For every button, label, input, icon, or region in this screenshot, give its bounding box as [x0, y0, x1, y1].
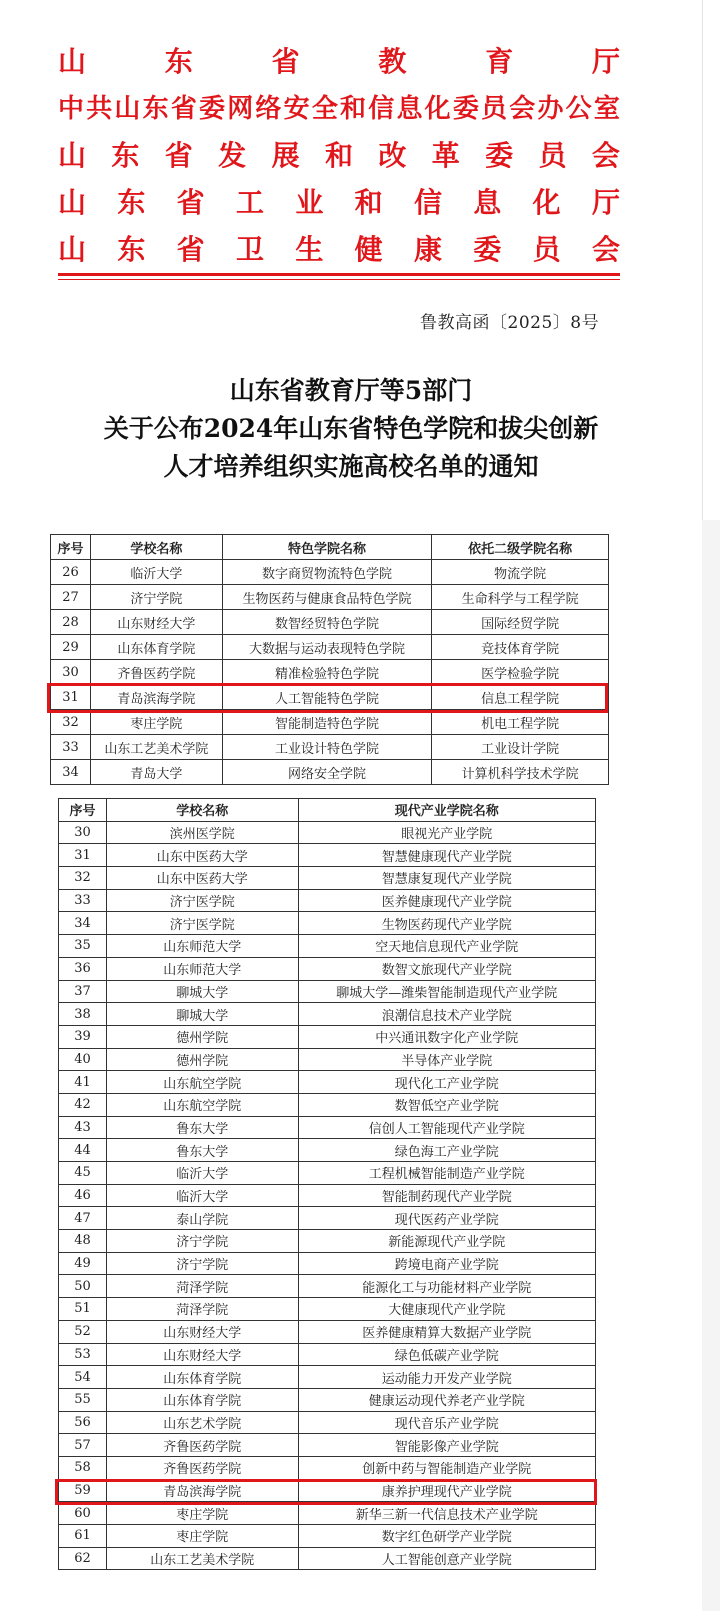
- table-cell: 生命科学与工程学院: [432, 585, 609, 610]
- org-char: 委: [473, 232, 502, 266]
- table-cell: 聊城大学—潍柴智能制造现代产业学院: [298, 980, 595, 1003]
- org-char: 省: [164, 138, 193, 172]
- org-char: 发: [218, 138, 247, 172]
- table-row: [59, 1184, 596, 1207]
- table-cell: 43: [59, 1116, 107, 1139]
- table-cell: 山东工艺美术学院: [106, 1547, 298, 1570]
- title-line-3: 人才培养组织实施高校名单的通知: [163, 452, 539, 481]
- org-char: 卫: [235, 232, 264, 266]
- org-char: 络: [255, 94, 282, 124]
- org-line-3: [58, 130, 620, 177]
- table-cell: 鲁东大学: [106, 1139, 298, 1162]
- table-row: [59, 867, 596, 890]
- table-cell: 临沂大学: [106, 1184, 298, 1207]
- document-title: [0, 372, 702, 486]
- org-char: 全: [311, 94, 338, 124]
- org-char: 厅: [591, 44, 620, 78]
- table-cell: 数智文旅现代产业学院: [298, 957, 595, 980]
- table-cell: 信息工程学院: [432, 685, 609, 710]
- table-cell: 33: [59, 889, 107, 912]
- table-cell: 中兴通讯数字化产业学院: [298, 1025, 595, 1048]
- table-cell: 29: [51, 635, 91, 660]
- org-char: 厅: [591, 185, 620, 219]
- page-edge: [702, 0, 720, 1611]
- table-cell: 山东航空学院: [106, 1093, 298, 1116]
- table-cell: 齐鲁医药学院: [106, 1456, 298, 1479]
- table-cell: 59: [59, 1479, 107, 1502]
- org-char: 信: [413, 185, 442, 219]
- org-char: 东: [142, 94, 169, 124]
- highlight-box-row-31: [47, 683, 608, 713]
- table-cell: 国际经贸学院: [432, 610, 609, 635]
- table-cell: 山东中医药大学: [106, 867, 298, 890]
- table-cell: 鲁东大学: [106, 1116, 298, 1139]
- table-cell: 半导体产业学院: [298, 1048, 595, 1071]
- table-row: [59, 912, 596, 935]
- table-row: [59, 821, 596, 844]
- org-line-1: [58, 36, 620, 83]
- org-char: 室: [593, 94, 620, 124]
- column-header: 学校名称: [106, 799, 298, 822]
- table-row: [59, 1252, 596, 1275]
- table-row: [59, 1434, 596, 1457]
- org-char: 员: [532, 232, 561, 266]
- table-cell: 智慧健康现代产业学院: [298, 844, 595, 867]
- org-char: 息: [473, 185, 502, 219]
- table-cell: 34: [59, 912, 107, 935]
- table-header-row: [51, 535, 609, 560]
- table-cell: 计算机科学技术学院: [432, 760, 609, 785]
- org-char: 山: [58, 185, 87, 219]
- table-cell: 济宁学院: [106, 1252, 298, 1275]
- column-header: 依托二级学院名称: [432, 535, 609, 560]
- table-cell: 56: [59, 1411, 107, 1434]
- table-cell: 山东财经大学: [90, 610, 222, 635]
- table-cell: 临沂大学: [106, 1162, 298, 1185]
- table-cell: 山东师范大学: [106, 935, 298, 958]
- table-cell: 30: [59, 821, 107, 844]
- table-cell: 大健康现代产业学院: [298, 1298, 595, 1321]
- table-cell: 55: [59, 1388, 107, 1411]
- table-cell: 山东体育学院: [90, 635, 222, 660]
- table-cell: 数智低空产业学院: [298, 1093, 595, 1116]
- table-cell: 山东航空学院: [106, 1071, 298, 1094]
- table-row: [59, 1116, 596, 1139]
- org-char: 息: [396, 94, 423, 124]
- org-char: 省: [271, 44, 300, 78]
- table-header-row: [59, 799, 596, 822]
- table-row: [59, 957, 596, 980]
- org-char: 东: [111, 138, 140, 172]
- table-cell: 生物医药现代产业学院: [298, 912, 595, 935]
- table-cell: 青岛大学: [90, 760, 222, 785]
- table-cell: 智能制造特色学院: [222, 710, 432, 735]
- table-cell: 能源化工与功能材料产业学院: [298, 1275, 595, 1298]
- table-cell: 山东财经大学: [106, 1343, 298, 1366]
- table-cell: 46: [59, 1184, 107, 1207]
- table-row: [59, 1048, 596, 1071]
- org-char: 教: [378, 44, 407, 78]
- org-char: 员: [538, 138, 567, 172]
- table-cell: 数字商贸物流特色学院: [222, 560, 432, 585]
- org-char: 康: [413, 232, 442, 266]
- table-cell: 53: [59, 1343, 107, 1366]
- org-char: 中: [58, 94, 85, 124]
- table-cell: 61: [59, 1525, 107, 1548]
- document-number: 鲁教高函〔2025〕8号: [420, 313, 600, 333]
- table-row: [51, 735, 609, 760]
- table-cell: 机电工程学院: [432, 710, 609, 735]
- table-cell: 济宁医学院: [106, 912, 298, 935]
- table-cell: 58: [59, 1456, 107, 1479]
- table-cell: 34: [51, 760, 91, 785]
- table-row: [59, 1003, 596, 1026]
- table-row: [59, 1093, 596, 1116]
- table-row: [51, 635, 609, 660]
- table-row: [59, 889, 596, 912]
- org-char: 办: [537, 94, 564, 124]
- table-cell: 山东体育学院: [106, 1388, 298, 1411]
- table-cell: 35: [59, 935, 107, 958]
- table-cell: 人工智能创意产业学院: [298, 1547, 595, 1570]
- org-line-4: [58, 177, 620, 224]
- table-cell: 38: [59, 1003, 107, 1026]
- table-cell: 山东艺术学院: [106, 1411, 298, 1434]
- org-char: 会: [591, 232, 620, 266]
- table-cell: 32: [51, 710, 91, 735]
- table-cell: 44: [59, 1139, 107, 1162]
- table-cell: 滨州医学院: [106, 821, 298, 844]
- org-char: 信: [368, 94, 395, 124]
- table-cell: 青岛滨海学院: [106, 1479, 298, 1502]
- table-cell: 济宁医学院: [106, 889, 298, 912]
- table-cell: 山东师范大学: [106, 957, 298, 980]
- org-char: 山: [114, 94, 141, 124]
- table-cell: 工业设计特色学院: [222, 735, 432, 760]
- table-cell: 齐鲁医药学院: [106, 1434, 298, 1457]
- org-char: 展: [271, 138, 300, 172]
- table-cell: 青岛滨海学院: [90, 685, 222, 710]
- table-cell: 27: [51, 585, 91, 610]
- org-char: 委: [485, 138, 514, 172]
- table-cell: 齐鲁医药学院: [90, 660, 222, 685]
- table-cell: 工业设计学院: [432, 735, 609, 760]
- table-row: [59, 980, 596, 1003]
- table-cell: 网络安全学院: [222, 760, 432, 785]
- org-line-2: [58, 83, 620, 130]
- table-cell: 33: [51, 735, 91, 760]
- column-header: 学校名称: [90, 535, 222, 560]
- table-cell: 大数据与运动表现特色学院: [222, 635, 432, 660]
- org-char: 和: [354, 185, 383, 219]
- column-header: 序号: [51, 535, 91, 560]
- table-cell: 聊城大学: [106, 980, 298, 1003]
- org-char: 工: [235, 185, 264, 219]
- table-cell: 31: [59, 844, 107, 867]
- org-char: 省: [170, 94, 197, 124]
- table-cell: 49: [59, 1252, 107, 1275]
- feature-college-table: [50, 534, 609, 785]
- table-row: [59, 1547, 596, 1570]
- red-divider-thin: [58, 279, 620, 280]
- table-cell: 枣庄学院: [90, 710, 222, 735]
- table-cell: 绿色海工产业学院: [298, 1139, 595, 1162]
- table-cell: 现代医药产业学院: [298, 1207, 595, 1230]
- table-cell: 智能制药现代产业学院: [298, 1184, 595, 1207]
- table-cell: 竞技体育学院: [432, 635, 609, 660]
- table-cell: 现代音乐产业学院: [298, 1411, 595, 1434]
- table-row: [59, 935, 596, 958]
- org-char: 生: [295, 232, 324, 266]
- table-cell: 山东财经大学: [106, 1320, 298, 1343]
- column-header: 序号: [59, 799, 107, 822]
- industry-college-table: [58, 798, 596, 1570]
- table-row: [59, 1025, 596, 1048]
- table-cell: 菏泽学院: [106, 1298, 298, 1321]
- table-cell: 运动能力开发产业学院: [298, 1366, 595, 1389]
- table-cell: 40: [59, 1048, 107, 1071]
- org-char: 公: [565, 94, 592, 124]
- table-cell: 30: [51, 660, 91, 685]
- table-row: [59, 1071, 596, 1094]
- table-cell: 31: [51, 685, 91, 710]
- table-cell: 36: [59, 957, 107, 980]
- table-cell: 智慧康复现代产业学院: [298, 867, 595, 890]
- org-char: 和: [324, 138, 353, 172]
- table-cell: 51: [59, 1298, 107, 1321]
- column-header: 现代产业学院名称: [298, 799, 595, 822]
- org-char: 化: [532, 185, 561, 219]
- table-row: [59, 1230, 596, 1253]
- table-row: [59, 1298, 596, 1321]
- table-row: [59, 1207, 596, 1230]
- table-row: [59, 844, 596, 867]
- org-char: 东: [164, 44, 193, 78]
- issuing-organizations: [58, 36, 620, 271]
- table-row: [51, 610, 609, 635]
- table-cell: 山东工艺美术学院: [90, 735, 222, 760]
- table-cell: 医养健康精算大数据产业学院: [298, 1320, 595, 1343]
- org-char: 会: [509, 94, 536, 124]
- table-cell: 医学检验学院: [432, 660, 609, 685]
- table-row: [59, 1343, 596, 1366]
- org-char: 改: [378, 138, 407, 172]
- table-cell: 空天地信息现代产业学院: [298, 935, 595, 958]
- table-row: [59, 1525, 596, 1548]
- table-cell: 菏泽学院: [106, 1275, 298, 1298]
- table-cell: 48: [59, 1230, 107, 1253]
- table-cell: 济宁学院: [106, 1230, 298, 1253]
- table-cell: 泰山学院: [106, 1207, 298, 1230]
- table-cell: 跨境电商产业学院: [298, 1252, 595, 1275]
- org-char: 会: [591, 138, 620, 172]
- org-char: 山: [58, 44, 87, 78]
- column-header: 特色学院名称: [222, 535, 432, 560]
- table-cell: 28: [51, 610, 91, 635]
- table-cell: 创新中药与智能制造产业学院: [298, 1456, 595, 1479]
- org-char: 东: [117, 232, 146, 266]
- table-row: [59, 1275, 596, 1298]
- table-cell: 37: [59, 980, 107, 1003]
- table-row: [51, 760, 609, 785]
- org-char: 山: [58, 232, 87, 266]
- table-cell: 健康运动现代养老产业学院: [298, 1388, 595, 1411]
- table-row: [51, 585, 609, 610]
- title-line-2: 关于公布2024年山东省特色学院和拔尖创新: [103, 414, 599, 443]
- table-row: [59, 1162, 596, 1185]
- table-cell: 聊城大学: [106, 1003, 298, 1026]
- org-char: 东: [117, 185, 146, 219]
- table-cell: 眼视光产业学院: [298, 821, 595, 844]
- table-cell: 41: [59, 1071, 107, 1094]
- table-row: [59, 1320, 596, 1343]
- table-cell: 信创人工智能现代产业学院: [298, 1116, 595, 1139]
- table-row: [51, 710, 609, 735]
- table-cell: 26: [51, 560, 91, 585]
- table-cell: 现代化工产业学院: [298, 1071, 595, 1094]
- org-char: 共: [86, 94, 113, 124]
- table-row: [59, 1388, 596, 1411]
- table-cell: 数字红色研学产业学院: [298, 1525, 595, 1548]
- table-cell: 新华三新一代信息技术产业学院: [298, 1502, 595, 1525]
- table-cell: 德州学院: [106, 1025, 298, 1048]
- table-cell: 德州学院: [106, 1048, 298, 1071]
- table-cell: 新能源现代产业学院: [298, 1230, 595, 1253]
- red-divider-thick: [58, 273, 620, 276]
- org-char: 员: [481, 94, 508, 124]
- org-char: 革: [431, 138, 460, 172]
- table-cell: 62: [59, 1547, 107, 1570]
- table-row: [59, 1411, 596, 1434]
- table-row: [59, 1139, 596, 1162]
- org-char: 省: [176, 185, 205, 219]
- table-cell: 物流学院: [432, 560, 609, 585]
- table-cell: 济宁学院: [90, 585, 222, 610]
- table-cell: 32: [59, 867, 107, 890]
- table-cell: 精准检验特色学院: [222, 660, 432, 685]
- table-row: [51, 560, 609, 585]
- table-row: [51, 660, 609, 685]
- org-char: 化: [424, 94, 451, 124]
- org-char: 业: [295, 185, 324, 219]
- table-cell: 生物医药与健康食品特色学院: [222, 585, 432, 610]
- org-char: 和: [340, 94, 367, 124]
- table-cell: 康养护理现代产业学院: [298, 1479, 595, 1502]
- table-cell: 57: [59, 1434, 107, 1457]
- table-cell: 医养健康现代产业学院: [298, 889, 595, 912]
- table-row: [59, 1366, 596, 1389]
- table-cell: 54: [59, 1366, 107, 1389]
- table-cell: 山东中医药大学: [106, 844, 298, 867]
- table-cell: 42: [59, 1093, 107, 1116]
- table-cell: 50: [59, 1275, 107, 1298]
- table-cell: 浪潮信息技术产业学院: [298, 1003, 595, 1026]
- table-cell: 人工智能特色学院: [222, 685, 432, 710]
- title-line-1: 山东省教育厅等5部门: [229, 376, 473, 405]
- table-cell: 60: [59, 1502, 107, 1525]
- table-row: [59, 1456, 596, 1479]
- table-cell: 山东体育学院: [106, 1366, 298, 1389]
- table-cell: 枣庄学院: [106, 1502, 298, 1525]
- table-cell: 工程机械智能制造产业学院: [298, 1162, 595, 1185]
- table-cell: 45: [59, 1162, 107, 1185]
- org-char: 委: [199, 94, 226, 124]
- table-cell: 临沂大学: [90, 560, 222, 585]
- org-char: 委: [452, 94, 479, 124]
- table-cell: 智能影像产业学院: [298, 1434, 595, 1457]
- table-cell: 数智经贸特色学院: [222, 610, 432, 635]
- table-row: [59, 1502, 596, 1525]
- highlight-box-row-59: [55, 1479, 597, 1505]
- org-char: 安: [283, 94, 310, 124]
- table-cell: 绿色低碳产业学院: [298, 1343, 595, 1366]
- table-cell: 52: [59, 1320, 107, 1343]
- table-cell: 39: [59, 1025, 107, 1048]
- org-char: 健: [354, 232, 383, 266]
- table-cell: 枣庄学院: [106, 1525, 298, 1548]
- org-line-5: [58, 224, 620, 271]
- org-char: 山: [58, 138, 87, 172]
- org-char: 省: [176, 232, 205, 266]
- org-char: 育: [485, 44, 514, 78]
- table-cell: 47: [59, 1207, 107, 1230]
- org-char: 网: [227, 94, 254, 124]
